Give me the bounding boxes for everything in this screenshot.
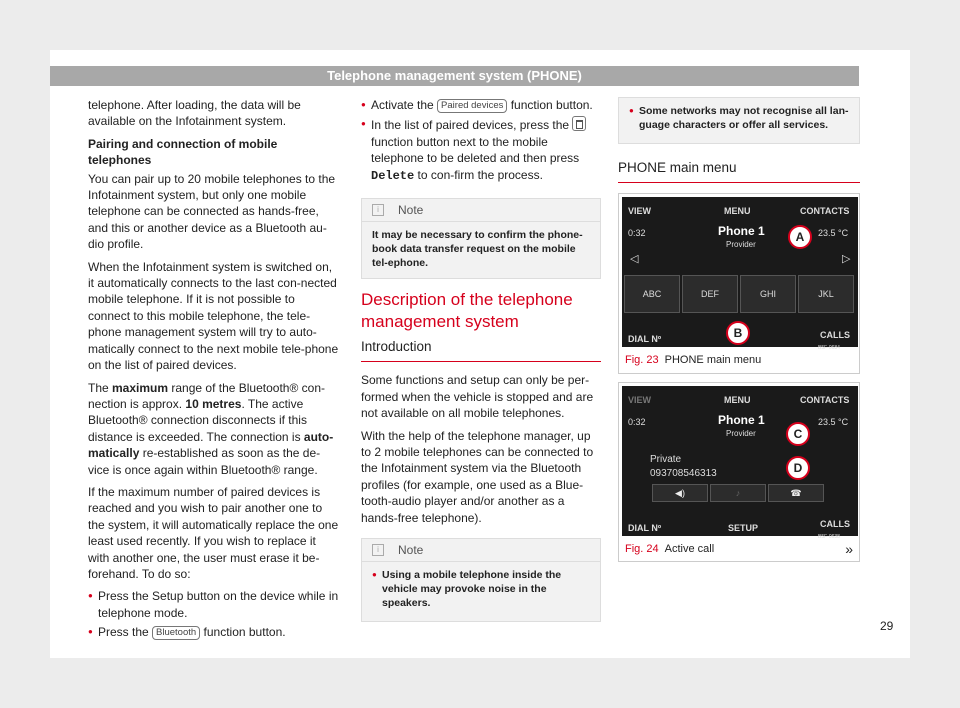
paragraph-range: The maximum range of the Bluetooth® con-nection is approx. 10 metres. The active Bluetooth® connection disconnects if this distance is exceeded. The connection is auto-matically re-established as soon as the de-vice is once again within Bluetooth® range.: [88, 380, 334, 477]
figure-caption: Fig. 24 Active call »: [625, 540, 853, 557]
note-box: [361, 538, 601, 622]
figure-caption: Fig. 23 PHONE main menu: [625, 354, 762, 367]
info-icon: i: [372, 204, 384, 216]
paired-devices-button-label: Paired devices: [437, 99, 507, 113]
callout-d: D: [786, 456, 810, 480]
bullet-item: ● Press the Bluetooth function button.: [88, 624, 340, 640]
microphone-icon: ♪: [710, 484, 766, 502]
phone-main-menu-screen: VIEW MENU CONTACTS 0:32 Phone 1 Provider 23.5 °C ◁ ▷ ABC DEF GHI JKL DIAL Nº CALLS B5F-0684 A B: [622, 197, 858, 347]
bullet-item: ● Press the Setup button on the device while in telephone mode.: [88, 588, 340, 621]
chevron-right-icon: ▷: [842, 253, 851, 266]
note-text: It may be necessary to confirm the phone-book data transfer request on the mobile tel-ephone.: [372, 229, 583, 270]
paragraph: Some functions and setup can only be per-formed when the vehicle is stopped and are not available on all mobile telephones.: [361, 373, 594, 421]
trash-icon: [572, 116, 586, 131]
callout-b: B: [726, 321, 750, 345]
page-number: 29: [880, 619, 894, 633]
note-box: [361, 198, 601, 279]
chevron-left-icon: ◁: [630, 253, 639, 266]
column-3: [618, 97, 860, 570]
callout-c: C: [786, 422, 810, 446]
paragraph: With the help of the telephone manager, up to 2 mobile telephones can be connected to the Infotainment system via the Bluetooth profiles (for example, one used as a Blue-tooth-audio player and/or another as a hands-free telephone).: [361, 428, 594, 525]
column-1: [88, 97, 340, 644]
column-2: [361, 97, 601, 632]
callout-a: A: [788, 225, 812, 249]
note-box: [618, 97, 860, 144]
figure-23: [618, 193, 860, 373]
hang-up-icon: ☎: [768, 484, 824, 502]
info-icon: i: [372, 544, 384, 556]
paragraph: You can pair up to 20 mobile telephones to the Infotainment system, but only one mobile telephone can be connected as hands-free, and this or another device as a Bluetooth au-dio profile.: [88, 171, 336, 252]
speaker-icon: ◀): [652, 484, 708, 502]
bluetooth-button-label: Bluetooth: [152, 626, 200, 640]
bullet-item: ● Activate the Paired devices function button.: [361, 97, 601, 113]
note-bullet: ● Using a mobile telephone inside the vehicle may provoke noise in the speakers.: [372, 568, 590, 610]
section-title: Description of the telephone management system: [361, 290, 573, 332]
intro-heading: Introduction: [361, 339, 601, 362]
continue-arrow-icon: »: [845, 540, 853, 557]
note-label: Note: [398, 542, 424, 557]
paragraph: If the maximum number of paired devices is reached and you wish to pair another one to the system, it will automatically replace the one least used recently. If you wish to replace it with another one, the user must erase it be-forehand. To do so:: [88, 484, 339, 581]
page-header: Telephone management system (PHONE): [50, 66, 859, 86]
paragraph: When the Infotainment system is switched on, it automatically connects to the last con-nected mobile telephone. If it is not possible to connect to this mobile telephone, the tele-phone management system will try to auto-matically connect to the next mobile tele-phone on the list of paired devices.: [88, 259, 339, 373]
pairing-heading: Pairing and connection of mobile telephones: [88, 136, 278, 168]
paragraph: telephone. After loading, the data will be available on the Infotainment system.: [88, 98, 301, 129]
phone-main-menu-heading: PHONE main menu: [618, 160, 860, 183]
note-label: Note: [398, 202, 424, 217]
figure-24: [618, 382, 860, 562]
bullet-item: ● In the list of paired devices, press the function button next to the mobile telephone to be deleted and then press Delete to con-firm the process.: [361, 116, 601, 184]
active-call-screen: VIEW MENU CONTACTS 0:32 Phone 1 Provider 23.5 °C Private 093708546313 ◀) ♪ ☎ DIAL Nº SETUP CALLS B5F-0638 C D: [622, 386, 858, 536]
note-bullet: ● Some networks may not recognise all lan-guage characters or offer all services.: [629, 104, 849, 132]
